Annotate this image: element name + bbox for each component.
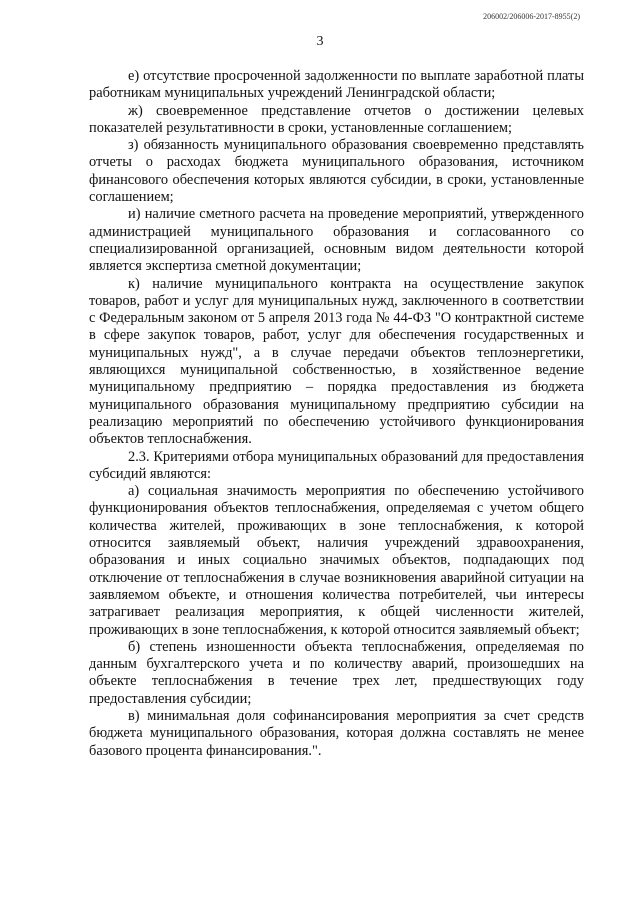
paragraph-e-no-wage-arrears: е) отсутствие просроченной задолженности по выплате заработной платы работникам муниципальных учреждений Ленинградской области; (89, 68, 584, 102)
paragraph-v-cofinancing-share: в) минимальная доля софинансирования мероприятия за счет средств бюджета муниципального образования, которая должна составлять не менее базового процента финансирования.". (89, 707, 584, 759)
paragraph-i-estimate-calculation: и) наличие сметного расчета на проведение мероприятий, утвержденного администрацией муниципального образования и согласованного со специализированной организацией, основным видом деятельности которой является экспертиза сметной документации; (89, 206, 584, 275)
paragraph-b-degree-of-wear: б) степень изношенности объекта теплоснабжения, определяемая по данным бухгалтерского учета и по количеству аварий, произошедших на объекте теплоснабжения в течение трех лет, предшествующих году предоставления субсидии; (89, 638, 584, 707)
document-body (89, 68, 584, 760)
page-number: 3 (316, 34, 324, 49)
paragraph-2-3-selection-criteria: 2.3. Критериями отбора муниципальных образований для предоставления субсидий являются: (89, 448, 584, 482)
paragraph-z-expense-reports: з) обязанность муниципального образования своевременно представлять отчеты о расходах бюджета муниципального образования, источником финансового обеспечения которых являются субсидии, в сроки, установленные соглашением; (89, 137, 584, 206)
paragraph-k-municipal-contract: к) наличие муниципального контракта на осуществление закупок товаров, работ и услуг для муниципальных нужд, заключенного в соответствии с Федеральным законом от 5 апреля 2013 года № 44-ФЗ "О контрактной системе в сфере закупок товаров, работ, услуг для обеспечения государственных и муниципальных нужд", а в случае передачи объектов теплоэнергетики, являющихся муниципальной собственностью, в хозяйственное ведение муниципальному предприятию – порядка предоставления из бюджета муниципального образования муниципальному предприятию субсидии на реализацию мероприятий по обеспечению устойчивого функционирования объектов теплоснабжения. (89, 275, 584, 448)
paragraph-a-social-significance: а) социальная значимость мероприятия по обеспечению устойчивого функционирования объектов теплоснабжения, определяемая с учетом общего количества жителей, проживающих в зоне теплоснабжения, к которой относится заявляемый объект, наличия учреждений здравоохранения, образования и иных социально значимых объектов, подпадающих под отключение от теплоснабжения в случае возникновения аварийной ситуации на заявляемом объекте, и отношения количества потребителей, чьи интересы затрагивает реализация мероприятия, к общей численности жителей, проживающих в зоне теплоснабжения, к которой относится заявляемый объект; (89, 483, 584, 638)
document-registration-number: 206002/206006-2017-8955(2) (483, 12, 580, 21)
paragraph-zh-timely-reporting: ж) своевременное представление отчетов о достижении целевых показателей результативности в сроки, установленные соглашением; (89, 102, 584, 136)
